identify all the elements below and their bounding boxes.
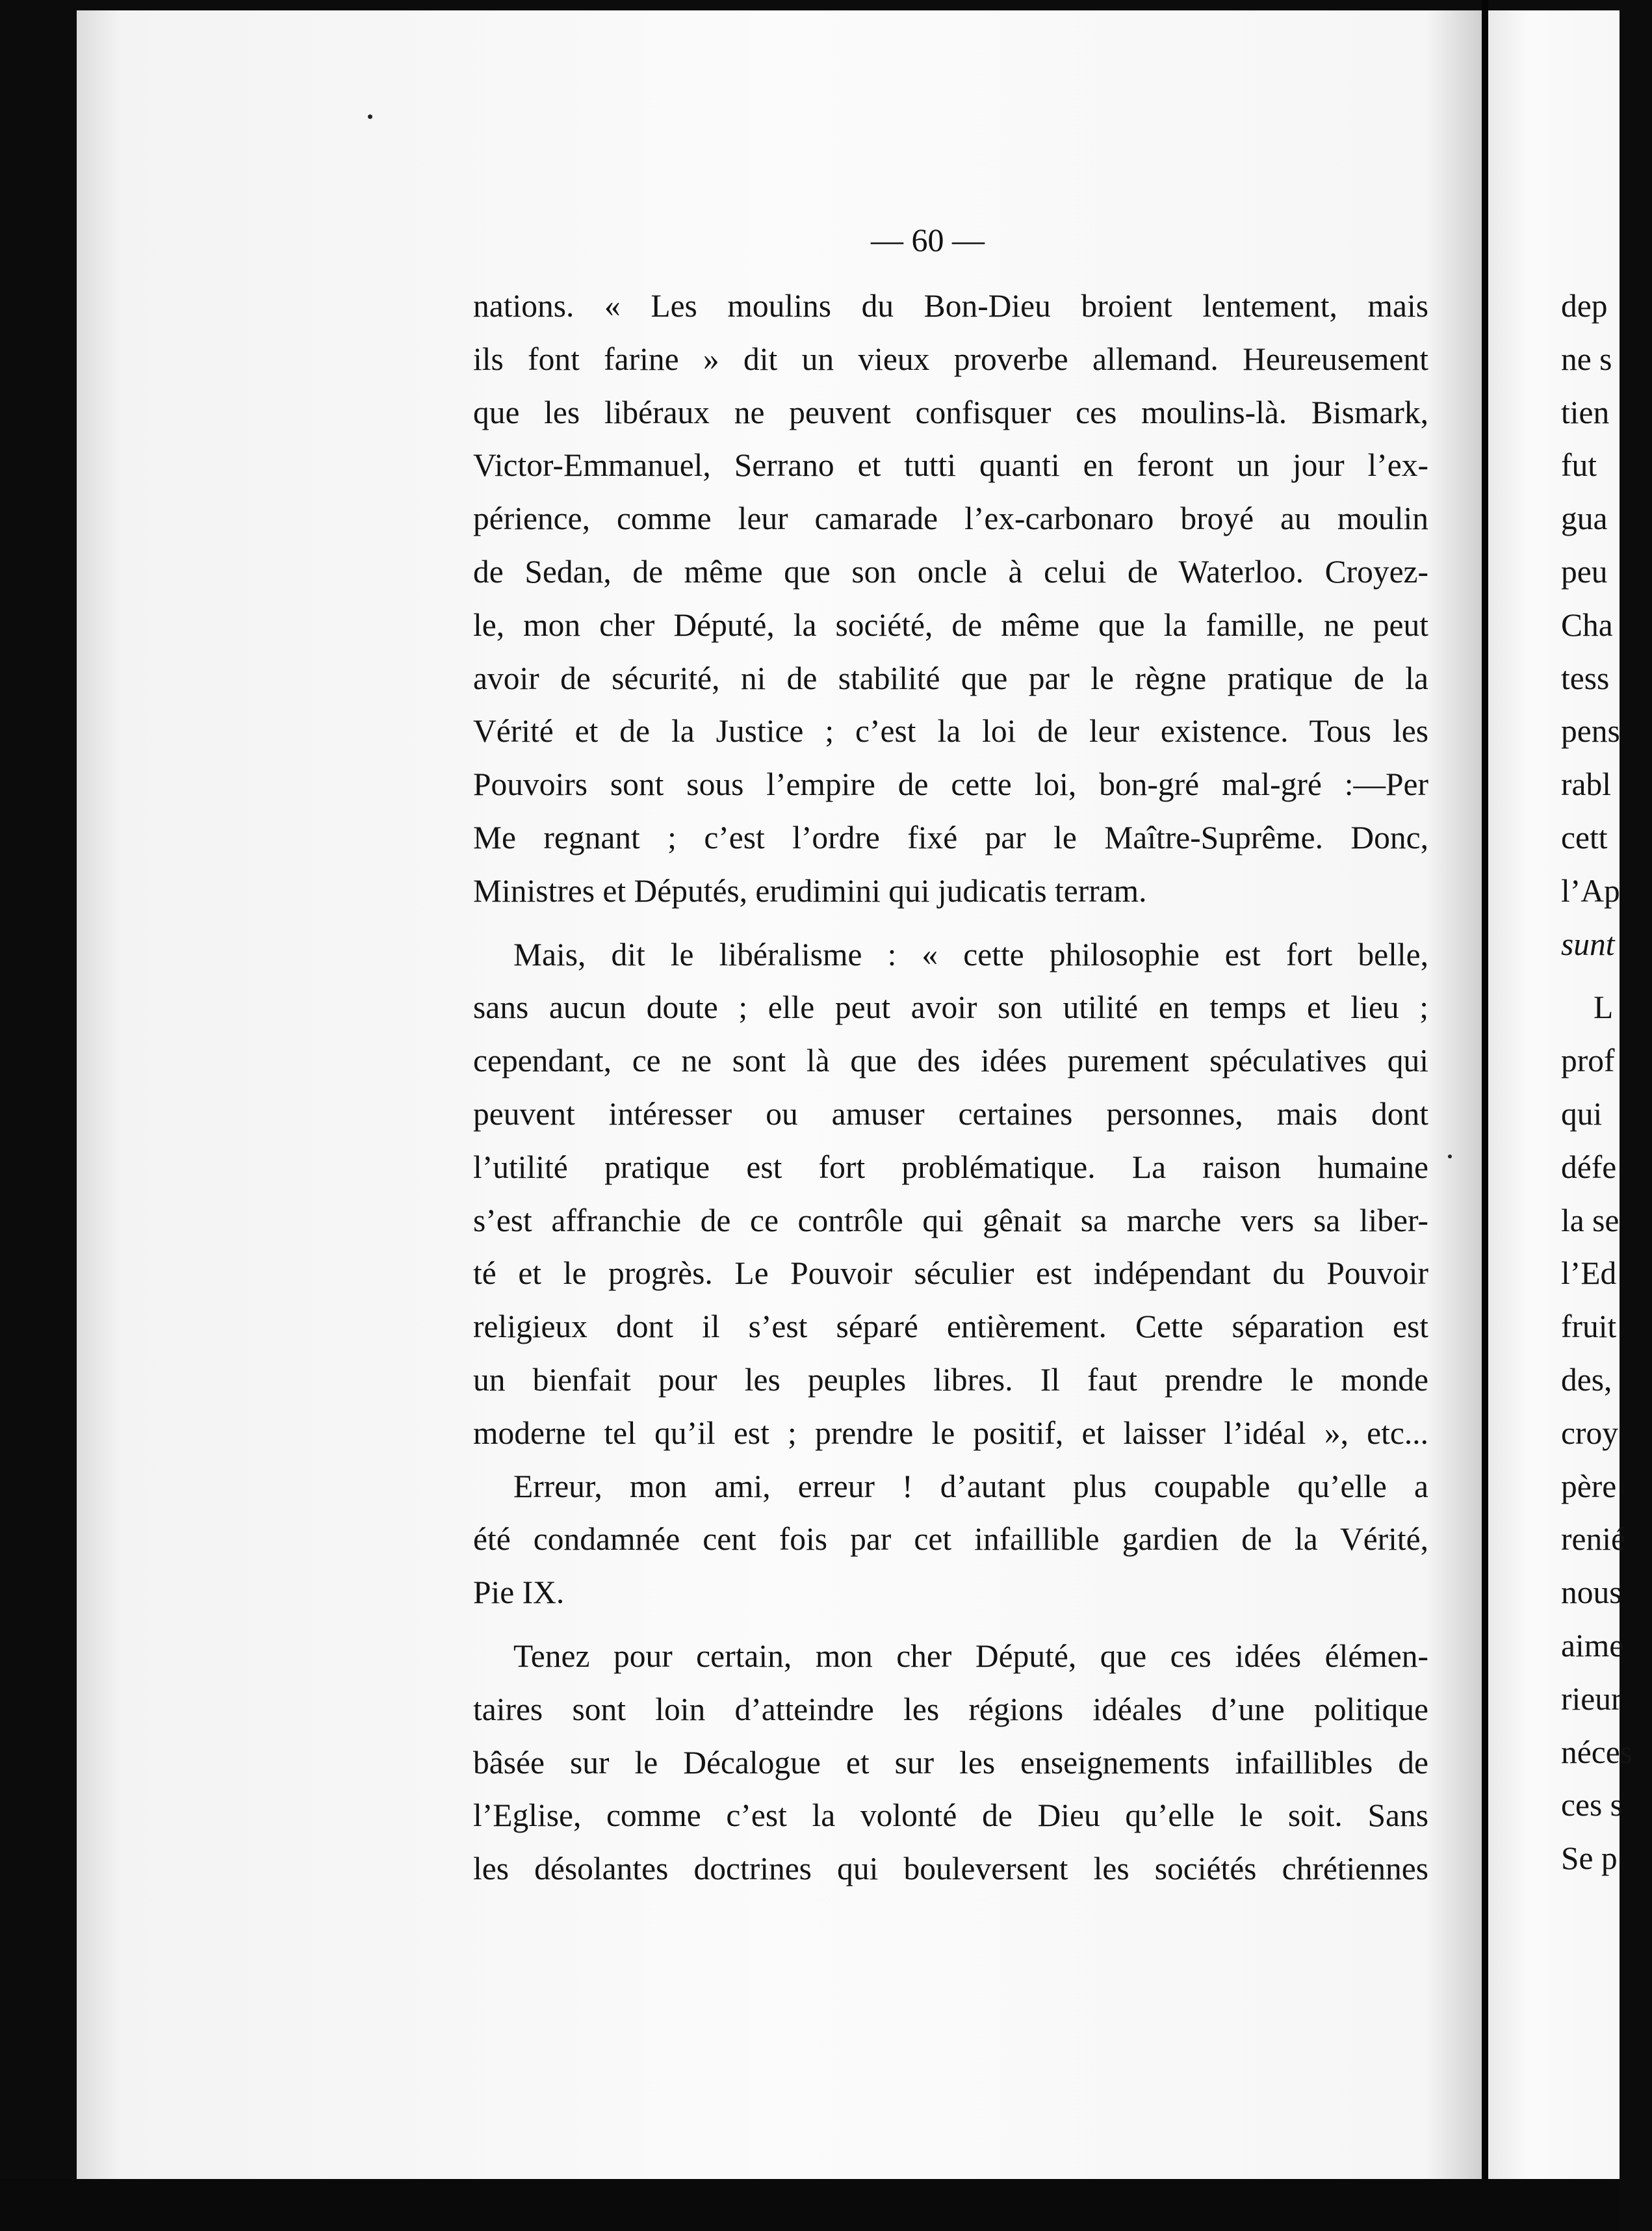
right-fragment: l’Ap — [1561, 872, 1620, 909]
right-fragment: des, — [1561, 1361, 1612, 1398]
text-line: cependant, ce ne sont là que des idées purement spéculatives qui — [473, 1043, 1428, 1079]
text-line: Vérité et de la Justice ; c’est la loi de leur existence. Tous les — [473, 713, 1428, 750]
text-line: té et le progrès. Le Pouvoir séculier est indépendant du Pouvoir — [473, 1255, 1428, 1292]
right-fragment: gua — [1561, 501, 1608, 537]
text-line: peuvent intéresser ou amuser certaines personnes, mais dont — [473, 1095, 1428, 1132]
right-fragment: fut — [1561, 447, 1597, 484]
right-fragment: rabl — [1561, 766, 1611, 803]
right-fragment: l’Ed — [1561, 1255, 1617, 1292]
right-fragment: prof — [1561, 1043, 1615, 1079]
text-line: nations. « Les moulins du Bon-Dieu broient lentement, mais — [473, 288, 1428, 324]
text-line: Mais, dit le libéralisme : « cette philosophie est fort belle, — [513, 936, 1428, 972]
right-fragment: Cha — [1561, 607, 1613, 643]
right-page-text — [1561, 280, 1652, 1885]
right-fragment: aime — [1561, 1627, 1624, 1663]
text-line: l’Eglise, comme c’est la volonté de Dieu qu’elle le soit. Sans — [473, 1797, 1428, 1834]
text-line: de Sedan, de même que son oncle à celui de Waterloo. Croyez- — [473, 553, 1428, 590]
right-fragment: Se p — [1561, 1840, 1618, 1877]
right-fragment: tien — [1561, 394, 1610, 430]
text-line: sans aucun doute ; elle peut avoir son utilité en temps et lieu ; — [473, 989, 1428, 1026]
text-line: Ministres et Députés, erudimini qui judicatis terram. — [473, 872, 1147, 909]
right-fragment: cett — [1561, 819, 1608, 855]
text-line: moderne tel qu’il est ; prendre le positif, et laisser l’idéal », etc... — [473, 1415, 1428, 1451]
right-fragment: pens — [1561, 713, 1620, 750]
right-fragment: renié — [1561, 1521, 1625, 1558]
text-line: périence, comme leur camarade l’ex-carbonaro broyé au moulin — [473, 501, 1428, 537]
text-line: un bienfait pour les peuples libres. Il faut prendre le monde — [473, 1361, 1428, 1398]
scan-speck — [1448, 1155, 1452, 1158]
right-fragment: ces s — [1561, 1787, 1623, 1823]
scan-border-bottom — [0, 2179, 1620, 2231]
right-fragment: néces — [1561, 1734, 1633, 1770]
paragraph-1 — [473, 280, 1428, 918]
right-fragment: défe — [1561, 1149, 1617, 1185]
text-line: Pouvoirs sont sous l’empire de cette loi, bon-gré mal-gré :—Per — [473, 766, 1428, 803]
text-line: Me regnant ; c’est l’ordre fixé par le Maître-Suprême. Donc, — [473, 819, 1428, 855]
right-fragment: la se — [1561, 1202, 1620, 1238]
right-fragment: qui — [1561, 1095, 1603, 1132]
right-fragment: ne s — [1561, 341, 1612, 377]
main-text — [473, 280, 1428, 1896]
text-line: les désolantes doctrines qui bouleversent les sociétés chrétiennes — [473, 1851, 1428, 1887]
text-line: le, mon cher Député, la société, de même que la famille, ne peut — [473, 607, 1428, 643]
text-line: été condamnée cent fois par cet infaillible gardien de la Vérité, — [473, 1521, 1428, 1558]
text-line: avoir de sécurité, ni de stabilité que par le règne pratique de la — [473, 660, 1428, 696]
right-fragment: sunt — [1561, 926, 1615, 962]
page-number: — 60 — — [871, 222, 985, 258]
paragraph-3 — [473, 1460, 1428, 1619]
text-line: ils font farine » dit un vieux proverbe allemand. Heureusement — [473, 341, 1428, 377]
right-fragment: peu — [1561, 553, 1608, 590]
right-fragment: fruit — [1561, 1309, 1617, 1345]
text-line: Victor-Emmanuel, Serrano et tutti quanti en feront un jour l’ex- — [473, 447, 1428, 484]
text-line: Pie IX. — [473, 1574, 565, 1611]
text-line: Erreur, mon ami, erreur ! d’autant plus coupable qu’elle a — [513, 1468, 1428, 1504]
right-fragment: dep — [1561, 288, 1608, 324]
paragraph-2 — [473, 928, 1428, 1460]
paragraph-4 — [473, 1630, 1428, 1896]
right-fragment: nous — [1561, 1574, 1622, 1611]
text-line: s’est affranchie de ce contrôle qui gênait sa marche vers sa liber- — [473, 1202, 1428, 1238]
text-line: taires sont loin d’atteindre les régions idéales d’une politique — [473, 1691, 1428, 1727]
text-line: Tenez pour certain, mon cher Député, que ces idées élémen- — [513, 1637, 1428, 1674]
page-gutter — [1482, 0, 1488, 2210]
right-fragment: croy — [1561, 1415, 1618, 1451]
right-fragment: L — [1594, 989, 1614, 1026]
right-fragment: père — [1561, 1468, 1617, 1504]
right-fragment: rieur — [1561, 1680, 1622, 1717]
text-line: religieux dont il s’est séparé entièrement. Cette séparation est — [473, 1309, 1428, 1345]
text-line: bâsée sur le Décalogue et sur les enseignements infaillibles de — [473, 1744, 1428, 1781]
scan-speck — [368, 114, 372, 119]
text-line: que les libéraux ne peuvent confisquer ces moulins-là. Bismark, — [473, 394, 1428, 430]
text-line: l’utilité pratique est fort problématique. La raison humaine — [473, 1149, 1428, 1185]
right-fragment: tess — [1561, 660, 1610, 696]
